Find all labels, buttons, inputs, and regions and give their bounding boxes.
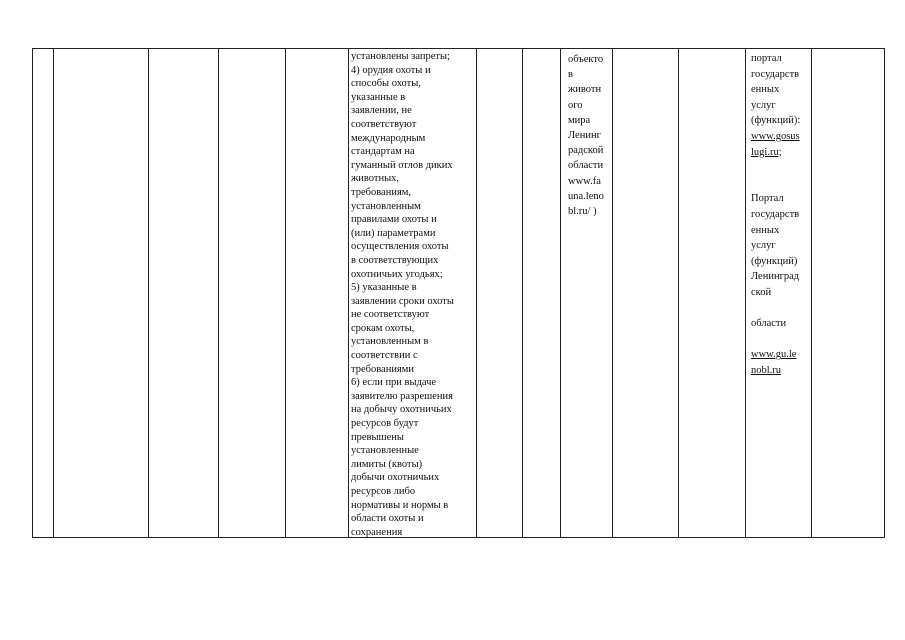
fauna-site-cell — [568, 52, 604, 219]
text-line: добычи охотничьих — [351, 472, 440, 484]
text-line: установленные — [351, 445, 419, 457]
text-line: международным — [351, 132, 426, 144]
text-line: енных — [751, 84, 780, 96]
text-line: заявителю разрешения — [351, 390, 453, 402]
text-line: услуг — [751, 99, 776, 111]
text-line — [751, 176, 800, 192]
text-line: bl.ru/ ) — [568, 206, 597, 218]
text-line: соответствуют — [351, 118, 417, 130]
text-line: лимиты (квоты) — [351, 458, 423, 470]
text-line: 5) указанные в — [351, 282, 417, 294]
text-line — [751, 301, 800, 317]
text-line: (функций) — [751, 255, 798, 267]
column-divider — [218, 48, 219, 538]
column-divider — [53, 48, 54, 538]
text-line — [751, 332, 800, 348]
text-line: осуществления охоты — [351, 241, 449, 253]
column-divider — [745, 48, 746, 538]
text-line: государств — [751, 68, 800, 80]
text-line: требованиям, — [351, 186, 412, 198]
text-line: Портал — [751, 193, 784, 205]
text-line: сохранения — [351, 526, 403, 538]
text-line: животн — [568, 84, 602, 96]
column-divider — [811, 48, 812, 538]
text-line: установленным — [351, 200, 421, 212]
column-divider — [476, 48, 477, 538]
text-line: (функций): — [751, 115, 801, 127]
text-line: правилами охоты и — [351, 214, 437, 226]
text-line: (или) параметрами — [351, 227, 436, 239]
text-line: Ленинград — [751, 271, 800, 283]
text-line: в соответствующих — [351, 254, 439, 266]
text-line: ресурсов либо — [351, 486, 416, 497]
text-line: портал — [751, 53, 782, 64]
text-line: радской — [568, 145, 604, 157]
text-line: услуг — [751, 240, 776, 252]
text-line: требованиями — [351, 363, 415, 375]
text-line: 4) орудия охоты и — [351, 64, 431, 76]
column-divider — [560, 48, 561, 538]
text-line: указанные в — [351, 91, 406, 103]
text-line: ресурсов будут — [351, 418, 419, 430]
text-line: енных — [751, 224, 780, 236]
text-line: области охоты и — [351, 513, 424, 525]
text-line: 6) если при выдаче — [351, 377, 437, 389]
text-line: в — [568, 69, 573, 81]
column-divider — [285, 48, 286, 538]
text-line: области — [751, 318, 787, 330]
text-line: Ленинг — [568, 130, 601, 142]
column-divider — [612, 48, 613, 538]
text-line: способы охоты, — [351, 78, 421, 90]
portal-link[interactable]: lugi.ru; — [751, 146, 782, 158]
text-line — [751, 160, 800, 176]
refusal-grounds-cell — [351, 50, 454, 539]
text-line: ого — [568, 99, 583, 111]
text-line: una.leno — [568, 190, 604, 202]
column-divider — [678, 48, 679, 538]
portal-link[interactable]: nobl.ru — [751, 364, 782, 376]
text-line: нормативы и нормы в — [351, 499, 449, 511]
text-line: животных, — [351, 173, 400, 185]
text-line: мира — [568, 114, 591, 126]
text-line: объекто — [568, 54, 604, 65]
text-line: соответствии с — [351, 350, 418, 362]
text-line: установлены запреты; — [351, 51, 450, 62]
column-divider — [522, 48, 523, 538]
text-line: не соответствуют — [351, 309, 430, 321]
text-line: заявлении, не — [351, 105, 412, 117]
portal-link[interactable]: www.gosus — [751, 130, 800, 142]
text-line: превышены — [351, 431, 404, 443]
text-line: гуманный отлов диких — [351, 159, 453, 171]
text-line: охотничьих угодьях; — [351, 268, 443, 280]
text-line: заявлении сроки охоты — [351, 295, 454, 307]
text-line: стандартам на — [351, 146, 415, 158]
text-line: ской — [751, 286, 772, 298]
text-line: www.fa — [568, 175, 601, 187]
text-line: срокам охоты, — [351, 322, 415, 334]
column-divider — [348, 48, 349, 538]
portals-cell — [751, 51, 800, 378]
text-line: государств — [751, 208, 800, 220]
column-divider — [148, 48, 149, 538]
text-line: установленным в — [351, 336, 429, 348]
portal-link[interactable]: www.gu.le — [751, 349, 797, 361]
text-line: области — [568, 160, 604, 172]
text-line: на добычу охотничьих — [351, 404, 452, 416]
